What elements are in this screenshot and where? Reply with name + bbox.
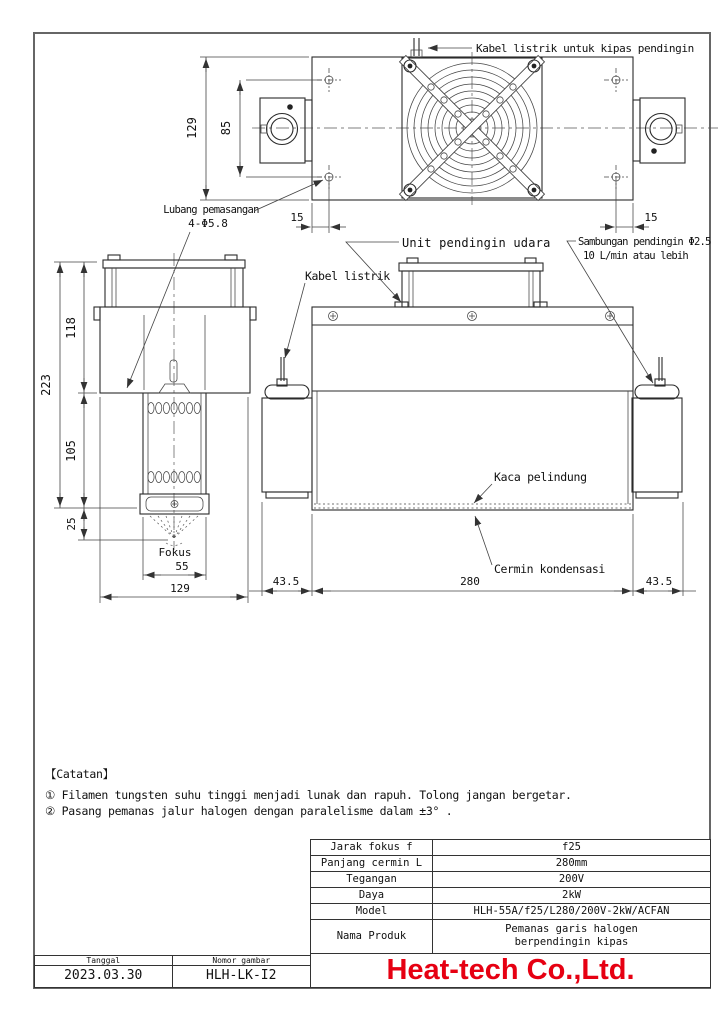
label-coolant-2: 10 L/min atau lebih <box>583 250 688 262</box>
fan-cable-lines <box>414 38 419 56</box>
spec-value: f25 <box>562 841 581 853</box>
label-condensing-mirror: Cermin kondensasi <box>494 562 605 576</box>
label-power-cable: Kabel listrik <box>305 269 390 283</box>
notes-title: 【Catatan】 <box>45 767 114 781</box>
table-row-product <box>311 919 710 953</box>
cooling-fan <box>400 56 545 201</box>
spec-value <box>433 920 710 953</box>
spec-label: Jarak fokus f <box>311 840 433 855</box>
drawing-number-value: HLH-LK-I2 <box>206 968 277 983</box>
spec-value: 2kW <box>562 889 581 901</box>
spec-label: Tegangan <box>311 872 433 887</box>
label-coolant-1: Sambungan pendingin Φ2.5 <box>578 236 711 248</box>
label-mounting-hole-1: Lubang pemasangan <box>163 204 259 216</box>
dim-left-overhang: 43.5 <box>272 575 300 588</box>
product-name-line2: berpendingin kipas <box>514 936 629 948</box>
dim-mirror-length: 280 <box>460 575 480 588</box>
spec-value: HLH-55A/f25/L280/200V-2kW/ACFAN <box>473 905 670 917</box>
spec-value: 200V <box>558 873 585 885</box>
dim-right-overhang: 43.5 <box>645 575 673 588</box>
table-row <box>311 887 710 903</box>
body-screws <box>329 312 615 321</box>
spec-value: 280mm <box>555 857 588 869</box>
dim-total-height: 223 <box>39 374 53 396</box>
dim-focus-width: 55 <box>175 560 189 573</box>
label-mounting-hole-2: 4-Φ5.8 <box>188 217 228 230</box>
spec-label: Panjang cermin L <box>311 856 433 871</box>
dim-hole-spacing: 85 <box>219 120 233 136</box>
product-name-line1: Pemanas garis halogen <box>505 923 638 935</box>
table-row <box>311 840 710 855</box>
dim-edge-offset-right: 15 <box>644 211 658 224</box>
table-row <box>311 871 710 887</box>
label-air-cooling-unit: Unit pendingin udara <box>402 236 551 250</box>
dim-lamp-section: 105 <box>64 440 78 462</box>
spec-label: Model <box>311 904 433 919</box>
label-protective-glass: Kaca pelindung <box>494 470 587 484</box>
dim-focus-distance: 25 <box>65 517 78 531</box>
table-row <box>311 855 710 871</box>
front-view <box>249 236 711 596</box>
dim-plate-height: 129 <box>185 117 199 139</box>
side-view <box>39 253 256 603</box>
company-logo: Heat-tech Co.,Ltd. <box>310 953 711 988</box>
dim-edge-offset-left: 15 <box>290 211 304 224</box>
title-block <box>34 955 311 988</box>
table-row <box>311 903 710 919</box>
spec-label: Nama Produk <box>311 920 433 953</box>
label-fan-cable: Kabel listrik untuk kipas pendingin <box>476 42 694 55</box>
note-2: ② Pasang pemanas jalur halogen dengan paralelisme dalam ±3° . <box>45 804 453 818</box>
spec-table <box>310 839 711 954</box>
date-label: Tanggal <box>35 956 173 966</box>
spec-label: Daya <box>311 888 433 903</box>
dim-side-width: 129 <box>170 582 190 595</box>
glass-line <box>314 504 631 508</box>
dim-upper-section: 118 <box>64 317 78 339</box>
note-1: ① Filamen tungsten suhu tinggi menjadi lunak dan rapuh. Tolong jangan bergetar. <box>45 788 572 802</box>
drawing-number-label: Nomor gambar <box>173 956 311 966</box>
top-view <box>127 38 718 388</box>
date-value: 2023.03.30 <box>35 966 173 987</box>
label-focus: Fokus <box>158 546 192 559</box>
